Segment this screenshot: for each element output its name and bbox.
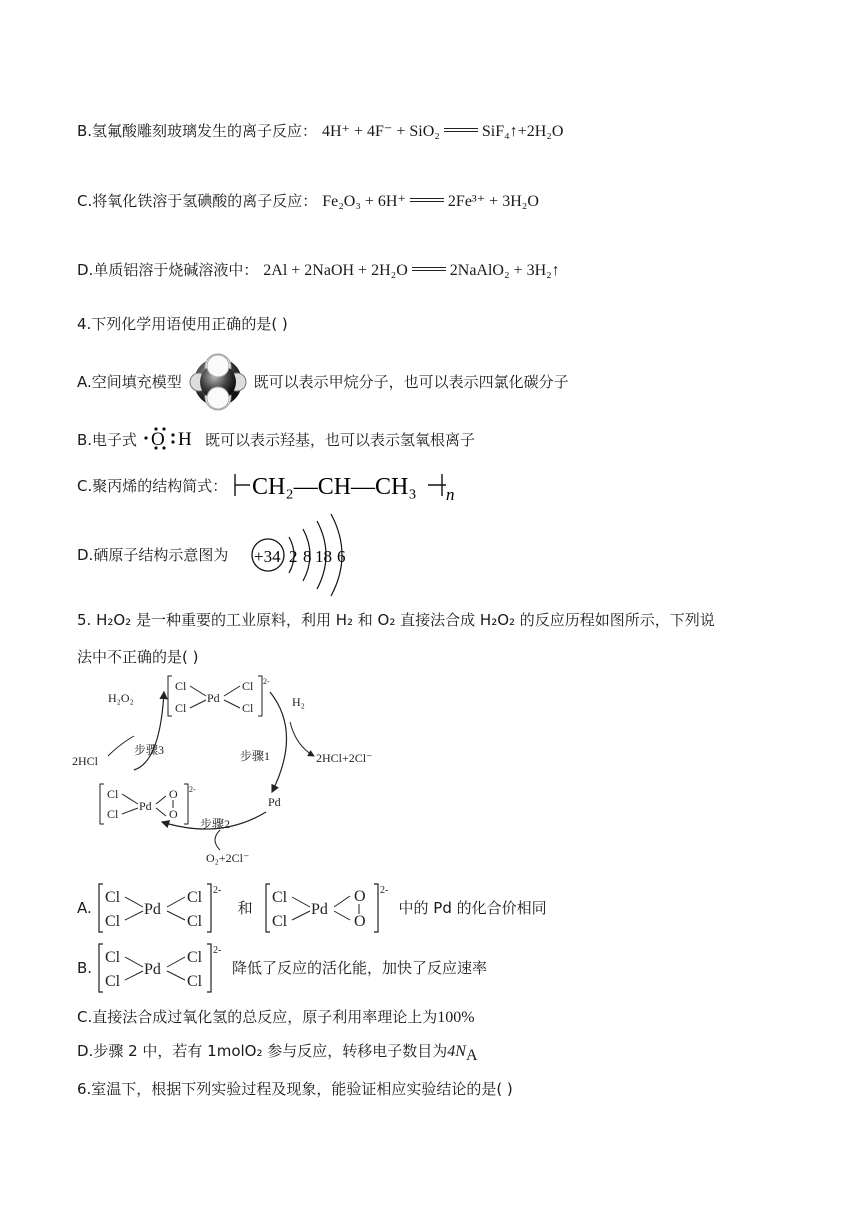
pdcl2o2-complex [264, 882, 394, 934]
svg-text:Cl: Cl [175, 679, 187, 693]
q5-a-text: 中的 Pd 的化合价相同 [398, 899, 547, 917]
q5-option-d [77, 1040, 478, 1063]
space-filling-model-icon [187, 353, 249, 411]
pdcl4-complex [97, 882, 227, 934]
q5-a-label: A. [77, 899, 92, 917]
reaction-cycle-diagram [70, 672, 400, 872]
q5-c-text: C.直接法合成过氧化氢的总反应，原子利用率理论上为 [77, 1008, 438, 1026]
svg-text:步骤1: 步骤1 [240, 749, 271, 763]
svg-text:2HCl+2Cl⁻: 2HCl+2Cl⁻ [316, 751, 373, 765]
pdcl4-complex [97, 942, 227, 994]
electron-formula [142, 426, 200, 450]
q5-d-text: D.步骤 2 中，若有 1molO₂ 参与反应，转移电子数目为 [77, 1042, 448, 1060]
q5-stem-line-2: 法中不正确的是( ) [77, 648, 199, 666]
svg-text:Cl: Cl [107, 787, 119, 801]
svg-text:2-: 2- [189, 785, 196, 794]
selenium-atom-diagram [249, 512, 369, 598]
svg-text:Cl: Cl [242, 701, 254, 715]
svg-text:n: n [446, 485, 455, 502]
svg-text:O: O [151, 429, 165, 450]
q3-b-lhs: 4H⁺ + 4F⁻ + SiO₂ [322, 123, 440, 140]
svg-text:Cl: Cl [107, 807, 119, 821]
svg-text:2HCl: 2HCl [72, 754, 99, 768]
svg-text:Cl: Cl [104, 913, 120, 930]
svg-text:+34: +34 [254, 547, 281, 566]
q4-a-label: A.空间填充模型 [77, 373, 182, 391]
svg-text:Pd: Pd [268, 795, 281, 809]
q4-b-text: 既可以表示羟基，也可以表示氢氧根离子 [204, 431, 475, 449]
q3-option-d [77, 259, 560, 282]
svg-text:H₂O₂: H₂O₂ [108, 691, 134, 705]
q4-a-text: 既可以表示甲烷分子，也可以表示四氯化碳分子 [253, 373, 569, 391]
q3-c-label: C.将氧化铁溶于氢碘酸的离子反应： [77, 192, 318, 210]
q5-d-value: 4N [447, 1043, 466, 1060]
svg-text:Cl: Cl [186, 913, 202, 930]
svg-text:H: H [178, 429, 192, 450]
svg-text:Pd: Pd [143, 901, 161, 918]
svg-text:Cl: Cl [186, 889, 202, 906]
svg-text:2-: 2- [379, 885, 388, 896]
svg-text:2-: 2- [213, 945, 222, 956]
q5-option-a [77, 880, 547, 936]
q3-c-rhs: 2Fe³⁺ + 3H₂O [447, 193, 539, 210]
svg-text:Pd: Pd [310, 901, 328, 918]
q5-stem-line-1: 5. H₂O₂ 是一种重要的工业原料，利用 H₂ 和 O₂ 直接法合成 H₂O₂ 的反应历程如图所示，下列说 [77, 611, 715, 629]
q6-stem: 6.室温下，根据下列实验过程及现象，能验证相应实验结论的是( ) [77, 1080, 513, 1098]
q3-option-c [77, 190, 539, 213]
svg-text:O: O [353, 913, 366, 930]
q4-c-label: C.聚丙烯的结构简式： [77, 477, 228, 495]
q3-d-rhs: 2NaAlO₂ + 3H₂↑ [449, 262, 560, 279]
svg-text:Pd: Pd [144, 961, 161, 978]
svg-text:CH₂—CH—CH₃: CH₂—CH—CH₃ [252, 474, 417, 500]
svg-text:O: O [353, 888, 366, 905]
equals-arrow [412, 267, 446, 271]
svg-text:Pd: Pd [139, 799, 152, 813]
svg-text:2-: 2- [212, 885, 222, 896]
q4-d-label: D.硒原子结构示意图为 [77, 546, 229, 564]
svg-text:Cl: Cl [105, 973, 121, 990]
svg-text:O: O [169, 807, 178, 821]
svg-text:Cl: Cl [271, 913, 287, 930]
q3-b-rhs: SiF₄↑+2H₂O [481, 123, 564, 140]
svg-text:步骤3: 步骤3 [134, 743, 165, 757]
q3-b-label: B.氢氟酸雕刻玻璃发生的离子反应： [77, 122, 318, 140]
q4-option-a [77, 353, 569, 409]
svg-text:Cl: Cl [105, 949, 121, 966]
svg-text:Cl: Cl [175, 701, 187, 715]
svg-text:18: 18 [315, 547, 332, 566]
svg-text:Cl: Cl [271, 889, 287, 906]
svg-text:Cl: Cl [104, 889, 120, 906]
svg-text:O: O [169, 787, 178, 801]
svg-text:Pd: Pd [207, 691, 220, 705]
q5-b-text: 降低了反应的活化能，加快了反应速率 [231, 959, 487, 977]
svg-text:8: 8 [303, 547, 312, 566]
q4-option-b [77, 426, 475, 451]
q3-d-lhs: 2Al + 2NaOH + 2H₂O [263, 262, 408, 279]
polypropylene-formula [232, 470, 472, 502]
q5-option-c [77, 1006, 475, 1029]
q4-b-label: B.电子式 [77, 431, 138, 449]
q5-option-b [77, 940, 487, 996]
q5-a-and: 和 [237, 899, 253, 917]
svg-text:Cl: Cl [242, 679, 254, 693]
q5-b-label: B. [77, 959, 93, 977]
svg-text:步骤2: 步骤2 [200, 817, 231, 831]
q3-d-label: D.单质铝溶于烧碱溶液中： [77, 261, 259, 279]
equals-arrow [410, 198, 444, 202]
svg-text:6: 6 [337, 547, 346, 566]
svg-text:O₂+2Cl⁻: O₂+2Cl⁻ [206, 851, 250, 865]
q4-option-c [77, 470, 472, 502]
svg-text:H₂: H₂ [292, 695, 305, 709]
q5-d-sub: A [465, 1047, 478, 1065]
q5-c-value: 100% [437, 1009, 475, 1026]
svg-text:Cl: Cl [187, 949, 203, 966]
equals-arrow [444, 128, 478, 132]
svg-text:2-: 2- [263, 677, 270, 686]
svg-text:2: 2 [289, 547, 298, 566]
q3-option-b [77, 120, 563, 143]
q3-c-lhs: Fe₂O₃ + 6H⁺ [322, 193, 406, 210]
svg-text:Cl: Cl [187, 973, 203, 990]
q4-stem: 4.下列化学用语使用正确的是( ) [77, 315, 288, 333]
